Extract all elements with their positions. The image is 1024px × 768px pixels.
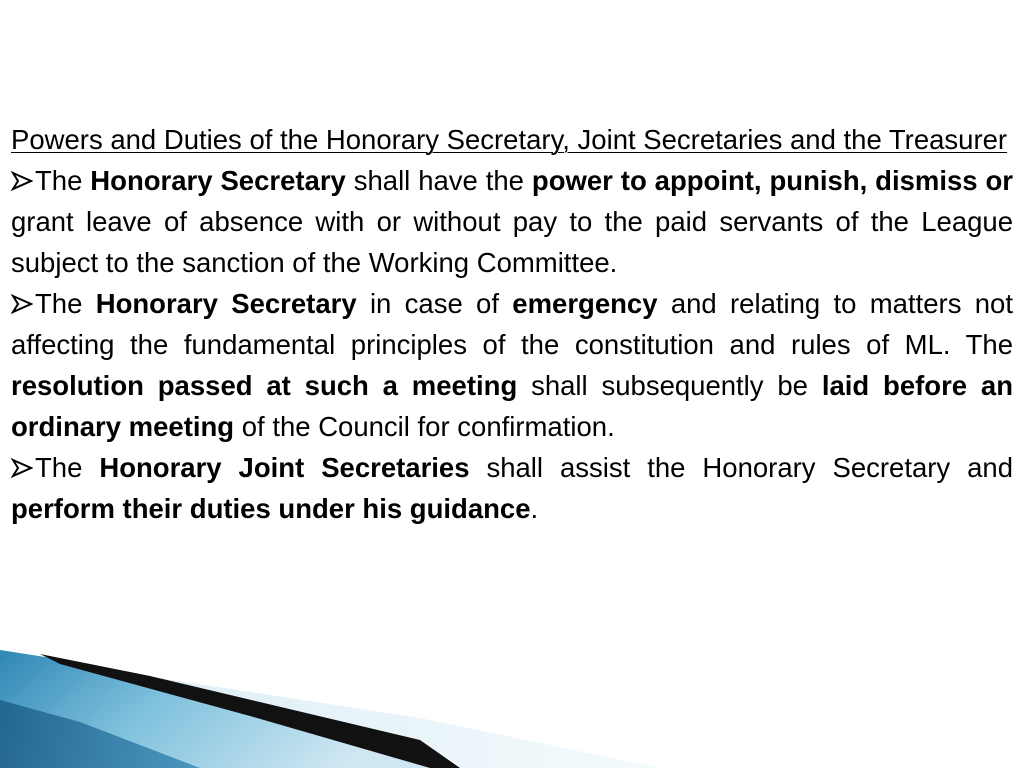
bullet-text: The	[35, 288, 96, 319]
bullet-item	[11, 283, 1013, 447]
bullet-bold-text: Honorary Secretary	[90, 165, 346, 196]
bullet-text: in case of	[356, 288, 513, 319]
arrow-bullet-icon	[11, 171, 33, 191]
bullet-text: and relating to matters not affecting the fundamental principles of the constitution and rules of ML. The	[11, 288, 1013, 360]
bullet-text: grant leave of absence with or without pay to the paid servants of the League subject to the sanction of the Working Committee.	[11, 206, 1013, 278]
slide-content	[11, 119, 1013, 529]
bullet-bold-text: power to appoint, punish, dismiss or	[531, 165, 1013, 196]
bullet-item	[11, 160, 1013, 283]
bullet-text: The	[35, 452, 100, 483]
bullet-bold-text: emergency	[512, 288, 658, 319]
bullet-list	[11, 160, 1013, 529]
bullet-item	[11, 447, 1013, 529]
bullet-bold-text: Honorary Secretary	[95, 288, 357, 319]
bullet-text: shall subsequently be	[517, 370, 822, 401]
bullet-bold-text: perform their duties under his guidance	[11, 493, 531, 524]
bullet-bold-text: resolution passed at such a meeting	[11, 370, 518, 401]
decor-dark-wedge	[0, 700, 200, 768]
arrow-bullet-icon	[11, 458, 33, 478]
bullet-text: .	[530, 493, 539, 524]
slide-heading: Powers and Duties of the Honorary Secretary, Joint Secretaries and the Treasurer	[11, 124, 1008, 155]
decor-pale-band	[0, 652, 660, 768]
bullet-text: The	[35, 165, 91, 196]
decor-black-stripe	[40, 654, 460, 768]
bullet-text: shall assist the Honorary Secretary and	[469, 452, 1013, 483]
bullet-bold-text: laid before an ordinary meeting	[11, 370, 1013, 442]
decor-blue-wedge	[0, 650, 430, 768]
bullet-text: shall have the	[345, 165, 532, 196]
bullet-bold-text: Honorary Joint Secretaries	[99, 452, 470, 483]
bullet-text: of the Council for confirmation.	[234, 411, 615, 442]
arrow-bullet-icon	[11, 294, 33, 314]
